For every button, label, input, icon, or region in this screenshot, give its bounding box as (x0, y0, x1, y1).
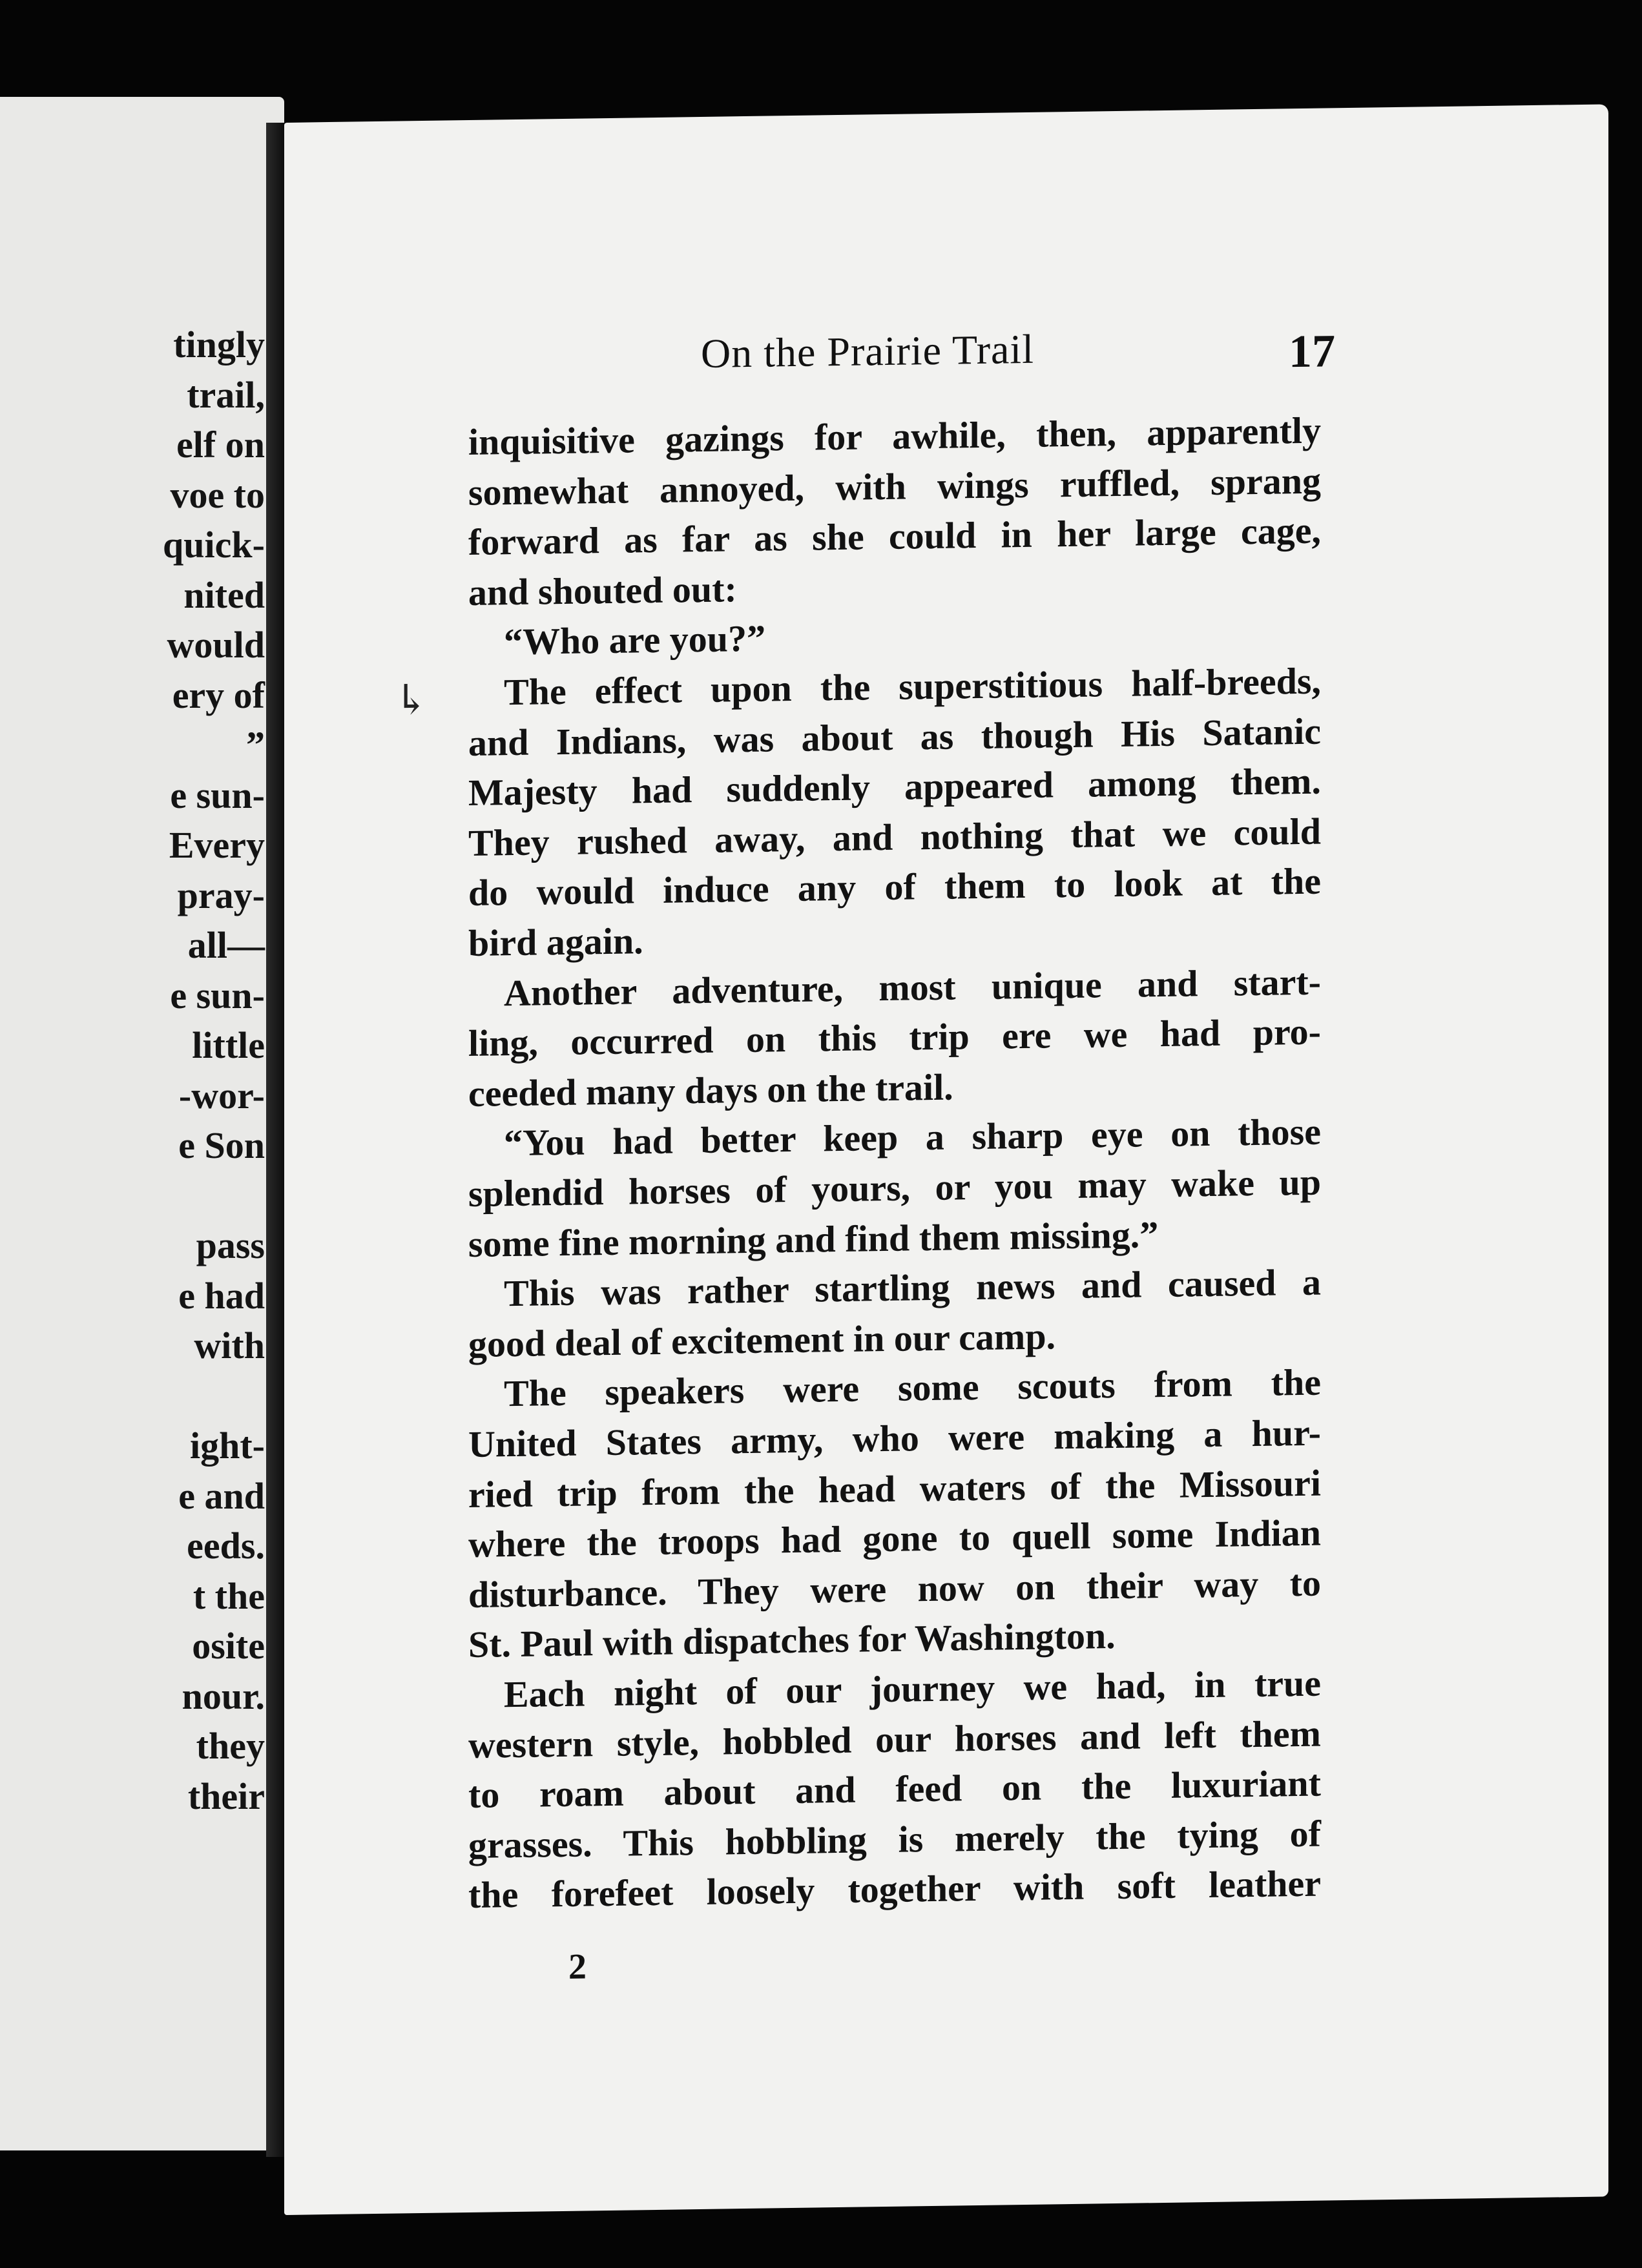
body-text-line: bird again. (468, 920, 643, 965)
left-page-line: e had (178, 1274, 265, 1317)
body-text-line: They rushed away, and nothing that we could (468, 810, 1321, 864)
left-page-line: Every (169, 824, 265, 866)
left-page-line: nour. (182, 1675, 265, 1717)
body-text-line: grasses. This hobbling is merely the tying of (468, 1812, 1321, 1866)
left-page-line: eeds. (187, 1525, 265, 1567)
left-page-line: quick- (163, 524, 265, 566)
body-text-line: United States army, who were making a hur- (468, 1411, 1321, 1466)
body-text-line: ling, occurred on this trip ere we had pro- (468, 1010, 1321, 1065)
left-page-line: pray- (177, 874, 265, 916)
left-page-line: nited (183, 573, 265, 616)
body-text-line: “Who are you?” (504, 617, 765, 663)
left-page-line: e sun- (170, 774, 265, 816)
left-page-line: -wor- (178, 1074, 265, 1117)
left-page-line: e sun- (170, 974, 265, 1016)
body-text-line: The effect upon the superstitious half-breeds, (504, 659, 1321, 714)
left-page-line: ight- (190, 1425, 265, 1467)
right-page (284, 104, 1608, 2215)
body-text-line: some fine morning and find them missing.” (468, 1213, 1159, 1265)
left-page-line: their (187, 1775, 265, 1817)
running-head: On the Prairie Trail (701, 325, 1034, 376)
body-text-line: Majesty had suddenly appeared among them. (468, 759, 1321, 814)
left-page (0, 97, 284, 2150)
body-text-line: disturbance. They were now on their way to (468, 1562, 1321, 1616)
body-text-line: The speakers were some scouts from the (504, 1361, 1321, 1415)
body-text-line: ried trip from the head waters of the Missouri (468, 1461, 1321, 1516)
left-page-line: pass (196, 1224, 265, 1266)
signature-mark: 2 (568, 1946, 587, 1987)
body-text-line: St. Paul with dispatches for Washington. (468, 1614, 1116, 1666)
left-page-line: osite (192, 1625, 265, 1667)
left-page-line: ery of (172, 674, 265, 716)
body-text-line: do would induce any of them to look at the (468, 860, 1321, 914)
left-page-line: e Son (178, 1124, 265, 1166)
left-page-line: little (192, 1024, 265, 1066)
body-text-line: the forefeet loosely together with soft leather (468, 1862, 1321, 1917)
left-page-line: t the (192, 1574, 265, 1617)
body-text-line: This was rather startling news and caused a (504, 1261, 1321, 1315)
left-page-line: would (167, 624, 265, 666)
margin-annotation-arrow: ↳ (394, 676, 429, 723)
left-page-line: elf on (176, 424, 265, 466)
left-page-line: tingly (173, 324, 265, 366)
body-text-line: western style, hobbled our horses and left them (468, 1712, 1321, 1766)
body-text-line: inquisitive gazings for awhile, then, apparently (468, 409, 1321, 464)
body-text-line: splendid horses of yours, or you may wake up (468, 1160, 1321, 1215)
body-text-line: forward as far as she could in her large cage, (468, 509, 1321, 564)
page-number: 17 (1289, 325, 1335, 378)
left-page-line: trail, (187, 373, 265, 416)
body-text-line: and shouted out: (468, 568, 737, 613)
left-page-line: e and (178, 1474, 265, 1517)
body-text-line: to roam about and feed on the luxuriant (468, 1762, 1321, 1817)
left-page-line: with (194, 1325, 265, 1366)
body-text-line: Each night of our journey we had, in true (504, 1662, 1321, 1716)
body-text-line: somewhat annoyed, with wings ruffled, sprang (468, 459, 1321, 513)
body-text-line: good deal of excitement in our camp. (468, 1315, 1056, 1365)
body-text-line: Another adventure, most unique and start- (504, 960, 1321, 1014)
left-page-line: ” (246, 724, 265, 766)
body-text-line: where the troops had gone to quell some Indian (468, 1511, 1321, 1566)
left-page-line: voe to (170, 473, 265, 516)
body-text-line: and Indians, was about as though His Satanic (468, 710, 1321, 764)
left-page-line: all— (187, 924, 265, 966)
body-text-line: ceeded many days on the trail. (468, 1066, 953, 1115)
body-text-line: “You had better keep a sharp eye on those (504, 1110, 1321, 1164)
left-page-line: they (196, 1725, 265, 1767)
